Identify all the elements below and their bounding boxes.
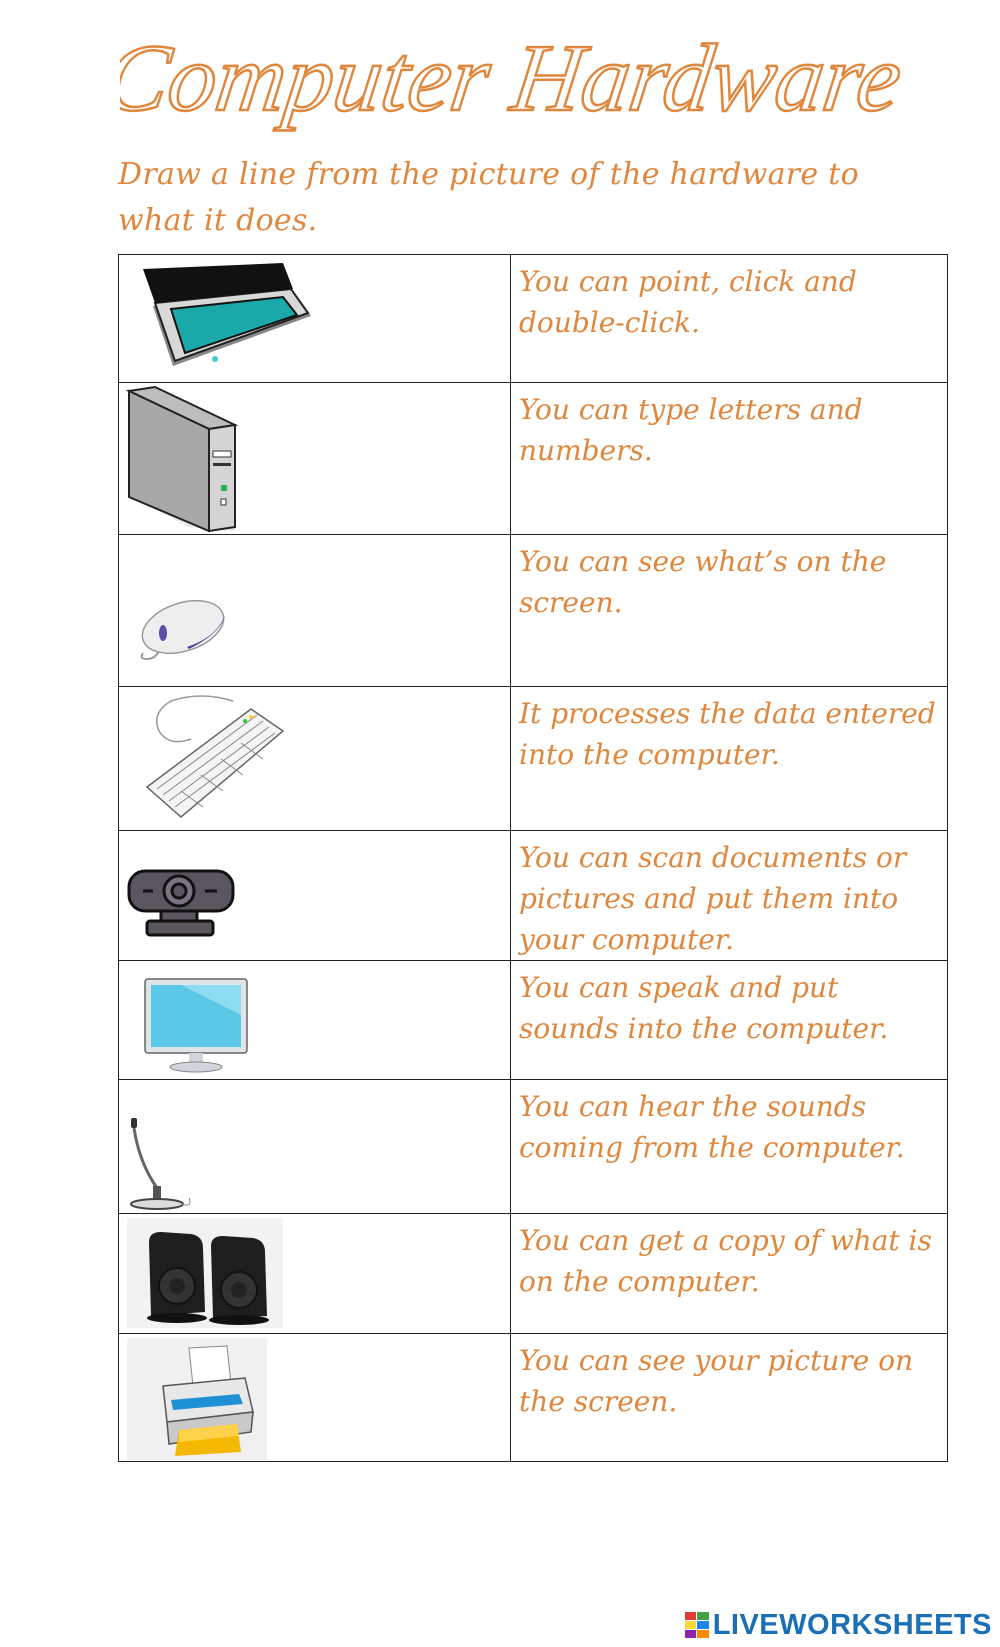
picture-cell[interactable] xyxy=(119,687,511,831)
picture-cell[interactable] xyxy=(119,1334,511,1462)
description-cell[interactable]: You can type letters and numbers. xyxy=(511,383,948,535)
scanner-icon xyxy=(133,261,313,371)
table-row xyxy=(119,535,948,687)
picture-cell[interactable] xyxy=(119,255,511,383)
worksheet-title xyxy=(120,28,900,138)
description-cell[interactable]: You can see what’s on the screen. xyxy=(511,535,948,687)
brand-name: LIVEWORKSHEETS xyxy=(712,1608,992,1641)
system-unit-icon xyxy=(125,385,245,533)
table-row xyxy=(119,687,948,831)
table-row xyxy=(119,255,948,383)
description-cell[interactable]: You can point, click and double-click. xyxy=(511,255,948,383)
description-cell[interactable]: You can see your picture on the screen. xyxy=(511,1334,948,1462)
picture-cell[interactable] xyxy=(119,383,511,535)
description-cell[interactable]: You can scan documents or pictures and put them into your computer. xyxy=(511,831,948,961)
description-cell[interactable]: You can get a copy of what is on the computer. xyxy=(511,1214,948,1334)
mouse-icon xyxy=(137,593,229,665)
brand-logo[interactable] xyxy=(685,1608,992,1642)
webcam-icon xyxy=(125,867,237,941)
table-row xyxy=(119,1214,948,1334)
hardware-table xyxy=(118,254,948,1462)
table-row xyxy=(119,383,948,535)
description-cell[interactable]: It processes the data entered into the computer. xyxy=(511,687,948,831)
picture-cell[interactable] xyxy=(119,831,511,961)
picture-cell[interactable] xyxy=(119,1214,511,1334)
picture-cell[interactable] xyxy=(119,1080,511,1214)
instructions: Draw a line from the picture of the hardware to what it does. xyxy=(118,157,860,238)
printer-icon xyxy=(127,1338,267,1460)
monitor-icon xyxy=(141,975,251,1075)
table-row xyxy=(119,961,948,1080)
title-text: Computer Hardware xyxy=(120,28,900,131)
table-row xyxy=(119,1334,948,1462)
microphone-icon xyxy=(123,1116,213,1212)
picture-cell[interactable] xyxy=(119,961,511,1080)
picture-cell[interactable] xyxy=(119,535,511,687)
table-row xyxy=(119,1080,948,1214)
keyboard-icon xyxy=(141,691,287,823)
description-cell[interactable]: You can speak and put sounds into the computer. xyxy=(511,961,948,1080)
liveworksheets-logo-icon xyxy=(685,1612,709,1638)
table-row xyxy=(119,831,948,961)
description-cell[interactable]: You can hear the sounds coming from the computer. xyxy=(511,1080,948,1214)
speakers-icon xyxy=(127,1218,283,1328)
